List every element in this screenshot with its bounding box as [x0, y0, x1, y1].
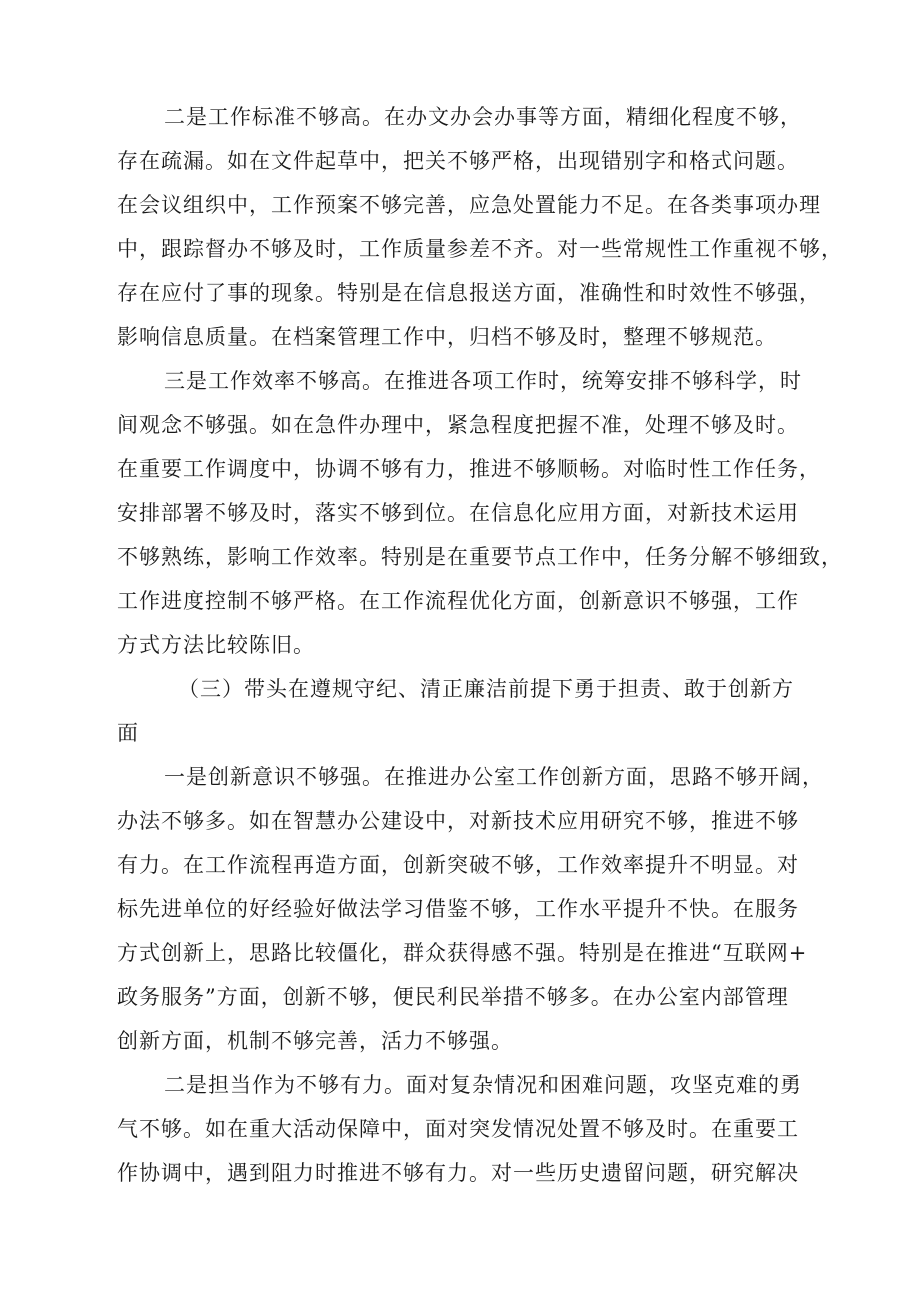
paragraph-5-line-3: 作协调中，遇到阻力时推进不够有力。对一些历史遗留问题，研究解决 [117, 1161, 799, 1185]
paragraph-3-line-3: 在重要工作调度中，协调不够有力，推进不够顺畅。对临时性工作任务， [117, 457, 821, 481]
paragraph-5-line-1: 二是担当作为不够有力。面对复杂情况和困难问题，攻坚克难的勇 [164, 1073, 802, 1097]
paragraph-2-line-2: 存在疏漏。如在文件起草中，把关不够严格，出现错别字和格式问题。 [117, 149, 799, 173]
paragraph-2-line-5: 存在应付了事的现象。特别是在信息报送方面，准确性和时效性不够强， [117, 281, 821, 305]
paragraph-4-line-1: 一是创新意识不够强。在推进办公室工作创新方面，思路不够开阔， [164, 765, 824, 789]
paragraph-2-line-6: 影响信息质量。在档案管理工作中，归档不够及时，整理不够规范。 [117, 325, 777, 349]
section-heading-line-1: （三）带头在遵规守纪、清正廉洁前提下勇于担责、敢于创新方 [178, 677, 794, 701]
paragraph-2-line-1: 二是工作标准不够高。在办文办会办事等方面，精细化程度不够， [164, 105, 802, 129]
paragraph-4-line-6: 政务服务”方面，创新不够，便民利民举措不够多。在办公室内部管理 [117, 985, 789, 1009]
paragraph-4-line-5: 方式创新上，思路比较僵化，群众获得感不强。特别是在推进“互联网+ [117, 941, 808, 965]
paragraph-4-line-7: 创新方面，机制不够完善，活力不够强。 [117, 1029, 513, 1053]
section-heading-line-2: 面 [117, 721, 139, 745]
paragraph-3-line-1: 三是工作效率不够高。在推进各项工作时，统筹安排不够科学，时 [164, 369, 802, 393]
paragraph-3-line-2: 间观念不够强。如在急件办理中，紧急程度把握不准，处理不够及时。 [117, 413, 799, 437]
paragraph-2-line-4: 中，跟踪督办不够及时，工作质量参差不齐。对一些常规性工作重视不够， [117, 237, 843, 261]
paragraph-2-line-3: 在会议组织中，工作预案不够完善，应急处置能力不足。在各类事项办理 [117, 193, 821, 217]
paragraph-3-line-5: 不够熟练，影响工作效率。特别是在重要节点工作中，任务分解不够细致， [117, 545, 843, 569]
paragraph-3-line-7: 方式方法比较陈旧。 [117, 633, 315, 657]
paragraph-4-line-3: 有力。在工作流程再造方面，创新突破不够，工作效率提升不明显。对 [117, 853, 799, 877]
paragraph-3-line-6: 工作进度控制不够严格。在工作流程优化方面，创新意识不够强，工作 [117, 589, 799, 613]
paragraph-4-line-2: 办法不够多。如在智慧办公建设中，对新技术应用研究不够，推进不够 [117, 809, 799, 833]
paragraph-5-line-2: 气不够。如在重大活动保障中，面对突发情况处置不够及时。在重要工 [117, 1117, 799, 1141]
paragraph-4-line-4: 标先进单位的好经验好做法学习借鉴不够，工作水平提升不快。在服务 [117, 897, 799, 921]
paragraph-3-line-4: 安排部署不够及时，落实不够到位。在信息化应用方面，对新技术运用 [117, 501, 799, 525]
